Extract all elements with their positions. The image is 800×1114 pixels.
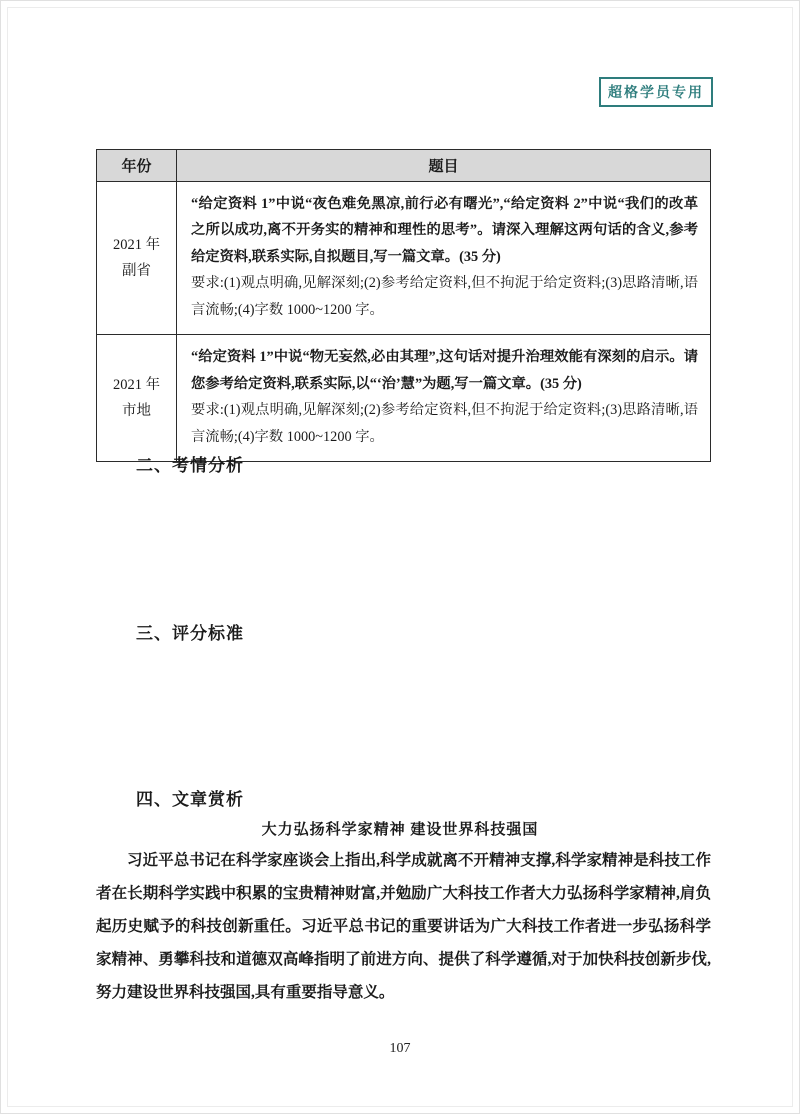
question-text: “给定资料 1”中说“物无妄然,必由其理”,这句话对提升治理效能有深刻的启示。请您参考给定资料,联系实际,以“‘治’慧”为题,写一篇文章。(35 分) [191,349,698,392]
year-label: 2021 年 [112,376,161,393]
level-label: 副省 [122,263,151,280]
topic-cell [177,182,711,335]
table-header-row [97,150,711,182]
requirements-text: 要求:(1)观点明确,见解深刻;(2)参考给定资料,但不拘泥于给定资料;(3)思路清晰,语言流畅;(4)字数 1000~1200 字。 [191,275,698,318]
year-cell-2021-municipal [97,335,177,462]
requirements-text: 要求:(1)观点明确,见解深刻;(2)参考给定资料,但不拘泥于给定资料;(3)思路清晰,语言流畅;(4)字数 1000~1200 字。 [191,402,698,445]
year-label: 2021 年 [112,237,161,253]
table-row [97,335,711,462]
year-cell-2021-viceprovincial [97,182,177,335]
essay-paragraph: 习近平总书记在科学家座谈会上指出,科学成就离不开精神支撑,科学家精神是科技工作者在长期科学实践中积累的宝贵精神财富,并勉励广大科技工作者大力弘扬科学家精神,肩负起历史赋予的科技创新重任。习近平总书记的重要讲话为广大科技工作者进一步弘扬科学家精神、勇攀科技和道德双高峰指明了前进方向、提供了科学遵循,对于加快科技创新步伐,努力建设世界科技强国,具有重要指导意义。 [96,852,711,1001]
table-row [97,182,711,335]
page-number: 107 [389,1041,411,1056]
level-label: 市地 [122,403,151,420]
section-heading-exam-analysis: 二、考情分析 [136,456,244,475]
exam-questions-table [96,149,711,462]
exam-table-container [96,149,711,462]
question-text: “给定资料 1”中说“夜色难免黑凉,前行必有曙光”,“给定资料 2”中说“我们的改革之所以成功,离不开务实的精神和理性的思考”。请深入理解这两句话的含义,参考给定资料,联系实际,自拟题目,写一篇文章。(35 分) [191,196,698,265]
member-badge: 超格学员专用 [599,77,713,107]
essay-title: 大力弘扬科学家精神 建设世界科技强国 [261,822,539,838]
section-heading-scoring-criteria: 三、评分标准 [136,624,244,643]
section-heading-essay-appreciation: 四、文章赏析 [136,790,244,809]
topic-cell [177,335,711,462]
table-header-year: 年份 [97,150,177,182]
table-header-topic: 题目 [177,150,711,182]
